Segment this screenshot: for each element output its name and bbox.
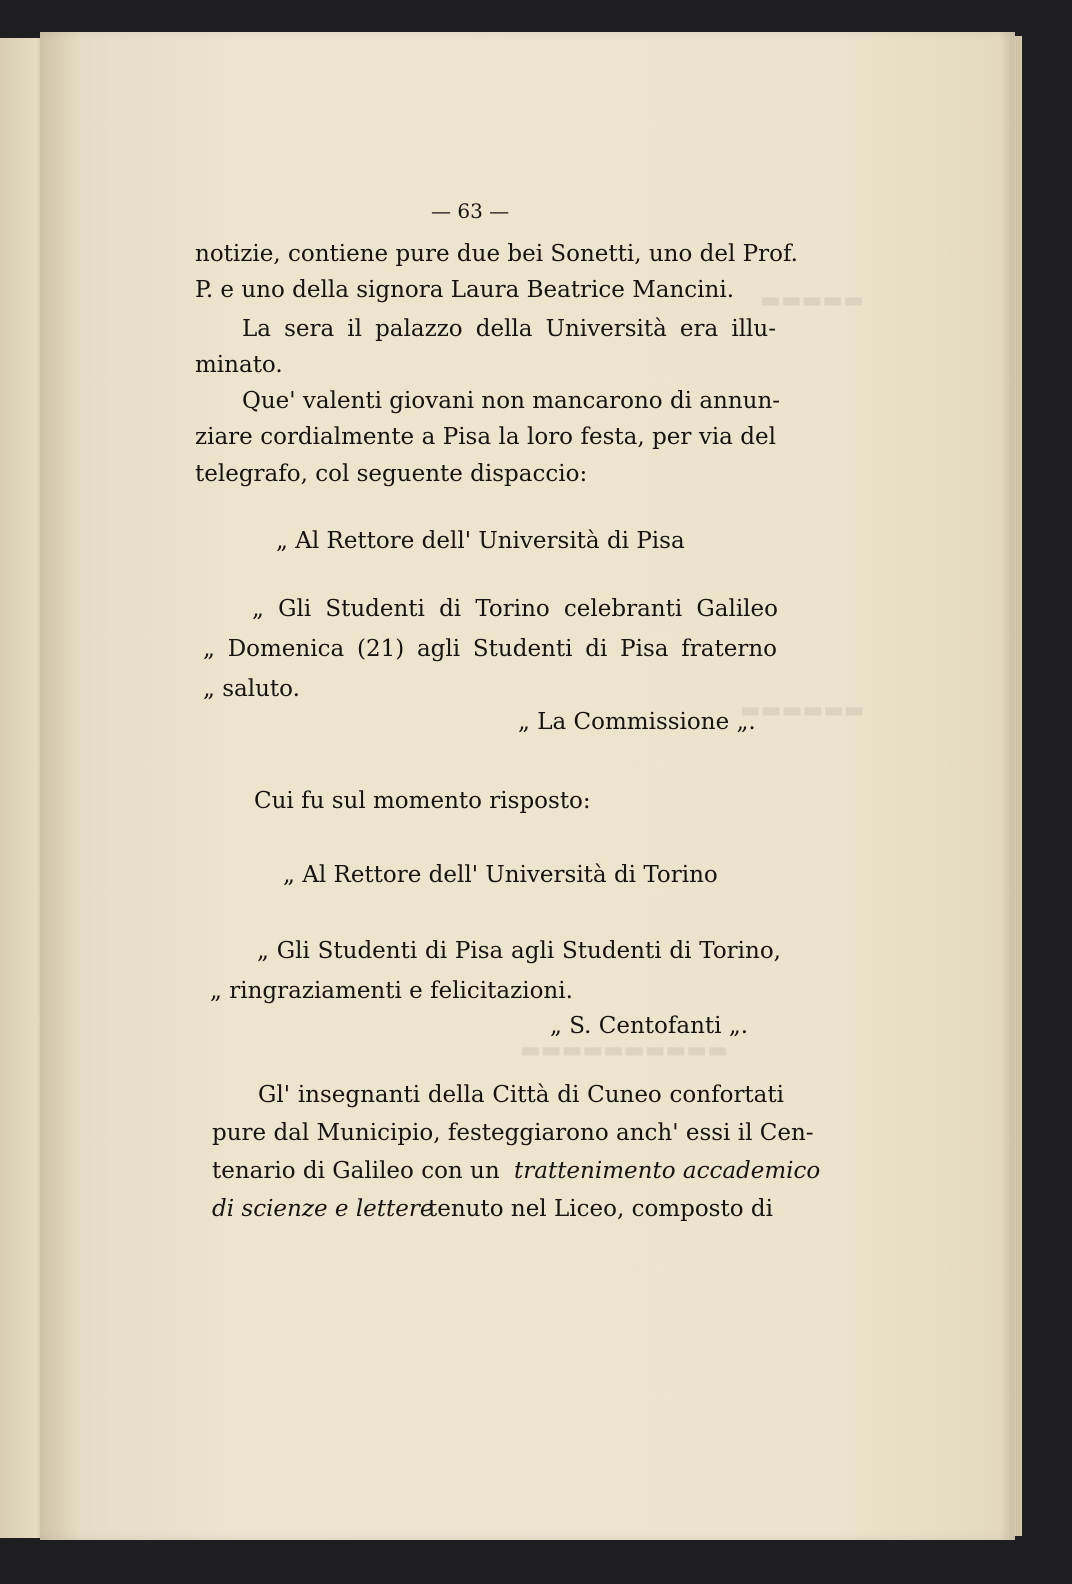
bleed-through-mark: ▬▬▬▬▬▬ — [740, 698, 865, 723]
page-number: — 63 — — [431, 199, 510, 223]
telegram-signature-2: „ S. Centofanti „. — [550, 1013, 749, 1039]
text-line-3: La sera il palazzo della Università era illu- — [242, 316, 776, 342]
text-line-10-start: tenario di Galileo con un — [212, 1158, 500, 1184]
text-line-10-italic: trattenimento accademico — [514, 1158, 821, 1184]
telegram-line-5: „ ringraziamenti e felicitazioni. — [210, 978, 573, 1004]
text-line-reply: Cui fu sul momento risposto: — [254, 788, 591, 814]
telegram-line-4: „ Gli Studenti di Pisa agli Studenti di Torino, — [257, 938, 781, 964]
text-line-9: pure dal Municipio, festeggiarono anch' essi il Cen- — [212, 1120, 814, 1146]
bleed-through-mark: ▬▬▬▬▬▬▬▬▬▬ — [520, 1038, 728, 1063]
telegram-signature-1: „ La Commissione „. — [518, 709, 756, 735]
text-line-11-italic: di scienze e lettere — [212, 1196, 434, 1222]
telegram-line-3: „ saluto. — [203, 676, 300, 702]
text-line-11-end: tenuto nel Liceo, composto di — [428, 1196, 773, 1222]
telegram-address-1: „ Al Rettore dell' Università di Pisa — [276, 528, 685, 554]
telegram-line-2: „ Domenica (21) agli Studenti di Pisa fraterno — [203, 636, 777, 662]
text-line-7: telegrafo, col seguente dispaccio: — [195, 461, 588, 487]
telegram-line-1: „ Gli Studenti di Torino celebranti Galileo — [252, 596, 778, 622]
text-line-4: minato. — [195, 352, 283, 378]
page-stack-edge — [1012, 36, 1022, 1536]
telegram-address-2: „ Al Rettore dell' Università di Torino — [283, 862, 718, 888]
text-line-2: P. e uno della signora Laura Beatrice Mancini. — [195, 277, 735, 303]
text-line-1: notizie, contiene pure due bei Sonetti, uno del Prof. — [195, 241, 798, 267]
bleed-through-mark: ▬▬▬▬▬ — [760, 288, 864, 313]
text-line-6: ziare cordialmente a Pisa la loro festa, per via del — [195, 424, 776, 450]
text-line-8: Gl' insegnanti della Città di Cuneo confortati — [258, 1082, 784, 1108]
text-line-5: Que' valenti giovani non mancarono di annun- — [242, 388, 781, 414]
